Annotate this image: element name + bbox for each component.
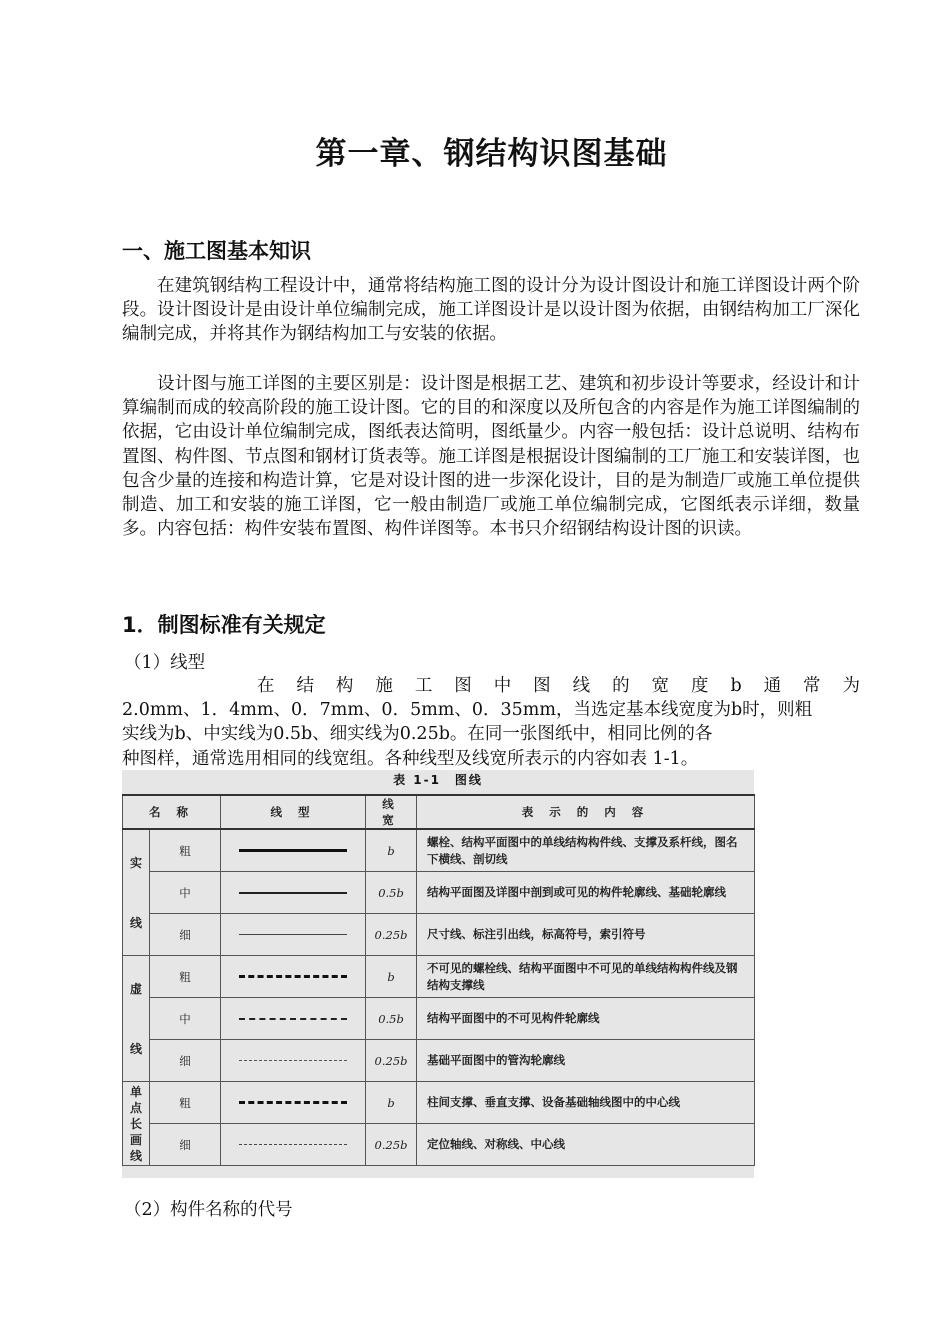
line-sample-cell [221, 829, 366, 872]
weight-cell: 细 [150, 1040, 221, 1082]
weight-cell: 粗 [150, 1082, 221, 1124]
line-sample-cell [221, 1040, 366, 1082]
line-sample-cell [221, 998, 366, 1040]
spread-char: 通 [763, 676, 782, 696]
paragraph-line-2: 2.0mm、1．4mm、0．7mm、0．5mm、0．35mm，当选定基本线宽度为b时，则粗 [122, 700, 813, 721]
table-row [123, 1040, 755, 1082]
description-cell: 螺栓、结构平面图中的单线结构构件线、支撑及系杆线，图名下横线、剖切线 [417, 829, 755, 872]
weight-cell: 粗 [150, 956, 221, 998]
section-heading-1: 一、施工图基本知识 [122, 239, 311, 263]
line-sample [239, 849, 347, 852]
spread-char: 工 [414, 676, 433, 696]
description-cell: 尺寸线、标注引出线，标高符号，索引符号 [417, 914, 755, 956]
page-title: 第一章、钢结构识图基础 [315, 136, 668, 172]
header-line-type: 线 型 [221, 795, 366, 829]
spread-char: 宽 [651, 676, 670, 696]
spread-char: 在 [257, 676, 275, 696]
subheading-line-type: （1）线型 [124, 653, 206, 673]
line-sample-cell [221, 872, 366, 914]
spread-char: 线 [572, 676, 591, 696]
spread-char: 施 [375, 676, 393, 696]
description-cell: 定位轴线、对称线、中心线 [417, 1124, 755, 1166]
line-sample [239, 1018, 347, 1020]
line-sample-cell [221, 914, 366, 956]
category-cell: 实 线 [123, 829, 150, 956]
weight-cell: 细 [150, 914, 221, 956]
line-sample [239, 1101, 347, 1104]
section-heading-1-1: 1．制图标准有关规定 [122, 613, 326, 637]
table-row [123, 872, 755, 914]
table-row [123, 956, 755, 998]
line-sample [239, 1144, 347, 1145]
header-name: 名 称 [123, 795, 221, 829]
weight-cell: 细 [150, 1124, 221, 1166]
line-type-table-image [122, 770, 754, 1178]
subheading-member-codes: （2）构件名称的代号 [124, 1200, 293, 1220]
spread-char: 度 [690, 676, 709, 696]
line-type-table [122, 794, 755, 1166]
line-sample [239, 934, 347, 935]
table-row [123, 914, 755, 956]
weight-cell: 中 [150, 872, 221, 914]
description-cell: 结构平面图及详图中剖到或可见的构件轮廓线、基础轮廓线 [417, 872, 755, 914]
width-cell: 0.5b [366, 872, 417, 914]
spread-char: 的 [612, 676, 630, 696]
line-sample [239, 892, 347, 894]
table-row [123, 998, 755, 1040]
paragraph-line-3: 实线为b、中实线为0.5b、细实线为0.25b。在同一张图纸中，相同比例的各 [122, 724, 713, 745]
line-sample [239, 975, 347, 978]
description-cell: 柱间支撑、垂直支撑、设备基础轴线图中的中心线 [417, 1082, 755, 1124]
weight-cell: 中 [150, 998, 221, 1040]
paragraph-2 [122, 372, 860, 541]
width-cell: 0.25b [366, 1124, 417, 1166]
table-caption: 表 1-1 图线 [393, 773, 483, 787]
spread-line [122, 674, 860, 698]
spread-char: 中 [493, 676, 512, 696]
line-sample-cell [221, 956, 366, 998]
table-row [123, 829, 755, 872]
spread-char: 图 [533, 676, 551, 696]
spread-char: 图 [454, 676, 472, 696]
paragraph-line-4: 种图样，通常选用相同的线宽组。各种线型及线宽所表示的内容如表 1-1。 [122, 748, 699, 769]
header-line-width: 线 宽 [366, 795, 417, 829]
description-cell: 基础平面图中的管沟轮廓线 [417, 1040, 755, 1082]
width-cell: b [366, 956, 417, 998]
paragraph-1 [122, 274, 860, 347]
description-cell: 结构平面图中的不可见构件轮廓线 [417, 998, 755, 1040]
weight-cell: 粗 [150, 829, 221, 872]
width-cell: 0.5b [366, 998, 417, 1040]
width-cell: 0.25b [366, 914, 417, 956]
width-cell: b [366, 829, 417, 872]
table-header-row [123, 795, 755, 829]
table-row [123, 1124, 755, 1166]
paragraph-1-text: 在建筑钢结构工程设计中，通常将结构施工图的设计分为设计图设计和施工详图设计两个阶段。设计图设计是由设计单位编制完成，施工详图设计是以设计图为依据，由钢结构加工厂深化编制完成，并将其作为钢结构加工与安装的依据。 [122, 276, 860, 345]
paragraph-line-width [122, 674, 860, 771]
paragraph-2-text: 设计图与施工详图的主要区别是：设计图是根据工艺、建筑和初步设计等要求，经设计和计算编制而成的较高阶段的施工设计图。它的目的和深度以及所包含的内容是作为施工详图编制的依据，它由设计单位编制完成，图纸表达简明，图纸量少。内容一般包括：设计总说明、结构布置图、构件图、节点图和钢材订货表等。施工详图是根据设计图编制的工厂施工和安装详图，也包含少量的连接和构造计算，它是对设计图的进一步深化设计，目的是为制造厂或施工单位提供制造、加工和安装的施工详图，它一般由制造厂或施工单位编制完成，它图纸表示详细，数量多。内容包括：构件安装布置图、构件详图等。本书只介绍钢结构设计图的识读。 [122, 374, 860, 540]
line-sample-cell [221, 1124, 366, 1166]
header-description: 表 示 的 内 容 [417, 795, 755, 829]
spread-char: 为 [842, 676, 860, 696]
table-row [123, 1082, 755, 1124]
description-cell: 不可见的螺栓线、结构平面图中不可见的单线结构构件线及钢结构支撑线 [417, 956, 755, 998]
width-cell: b [366, 1082, 417, 1124]
spread-char: 结 [296, 676, 314, 696]
line-sample [239, 1060, 347, 1061]
category-cell: 单点长画线 [123, 1082, 150, 1166]
spread-char: 常 [803, 676, 821, 696]
width-cell: 0.25b [366, 1040, 417, 1082]
spread-char: 构 [335, 676, 354, 696]
category-cell: 虚 线 [123, 956, 150, 1082]
spread-char: b [730, 676, 742, 696]
line-sample-cell [221, 1082, 366, 1124]
